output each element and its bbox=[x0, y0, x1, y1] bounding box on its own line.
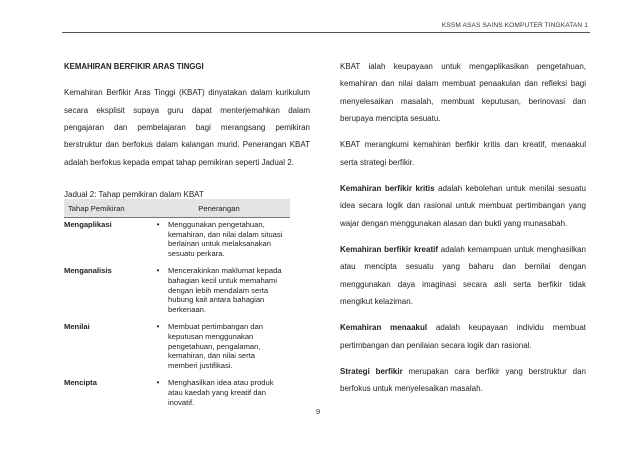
kbat-definition-paragraph: KBAT ialah keupayaan untuk mengaplikasikan pengetahuan, kemahiran dan nilai dalam membuat penaakulan dan refleksi bagi menyelesaikan masalah, membuat keputusan, berinovasi dan berupaya mencipta sesuatu. bbox=[340, 62, 586, 124]
desc-text: Membuat pertimbangan dan keputusan menggunakan pengetahuan, pengalaman, kemahiran, dan nilai serta memberi justifikasi. bbox=[168, 322, 263, 370]
creative-thinking-term: Kemahiran berfikir kreatif bbox=[340, 245, 438, 255]
desc-text: Mencerakinkan maklumat kepada bahagian kecil untuk memahami dengan lebih mendalam serta hubung kait antara bahagian berkenaan. bbox=[168, 266, 282, 314]
desc-text: Menghasilkan idea atau produk atau kaedah yang kreatif dan inovatif. bbox=[168, 378, 274, 407]
critical-thinking-text: adalah kebolehan untuk menilai sesuatu idea secara logik dan rasional untuk membuat pertimbangan yang wajar dengan menggunakan alasan dan bukti yang munasabah. bbox=[340, 184, 586, 228]
page-number: 9 bbox=[316, 407, 321, 416]
header-rule bbox=[62, 32, 590, 33]
level-cell: Menilai bbox=[64, 322, 90, 332]
reasoning-text: adalah keupayaan individu membuat pertimbangan dan penilaian secara logik dan rasional. bbox=[340, 323, 586, 350]
kbat-scope-paragraph: KBAT merangkumi kemahiran berfikir kritis dan kreatif, menaakul serta strategi berfikir. bbox=[340, 140, 586, 167]
header-tahap: Tahap Pemikiran bbox=[64, 199, 148, 218]
bullet-icon: • bbox=[156, 378, 160, 388]
level-cell: Mengaplikasi bbox=[64, 220, 112, 229]
bullet-icon: • bbox=[156, 220, 160, 229]
desc-text: Menggunakan pengetahuan, kemahiran, dan nilai dalam situasi berlainan untuk melaksanakan sesuatu perkara. bbox=[168, 220, 283, 258]
header-penerangan: Penerangan bbox=[148, 199, 290, 218]
table-row bbox=[64, 264, 290, 320]
table-row bbox=[64, 320, 290, 376]
bullet-icon: • bbox=[156, 266, 160, 276]
desc-cell bbox=[148, 320, 290, 376]
table-header-row bbox=[64, 199, 290, 218]
table-caption: Jadual 2: Tahap pemikiran dalam KBAT bbox=[64, 190, 204, 200]
thinking-strategy-paragraph bbox=[340, 363, 586, 398]
kbat-intro-paragraph: Kemahiran Berfikir Aras Tinggi (KBAT) dinyatakan dalam kurikulum secara eksplisit supaya guru dapat menterjemahkan dalam pengajaran dan pembelajaran bagi merangsang pemikiran berstruktur dan berfokus dalam kalangan murid. Penerangan KBAT adalah berfokus kepada empat tahap pemikiran seperti Jadual 2. bbox=[64, 88, 310, 167]
desc-cell bbox=[148, 218, 290, 265]
critical-thinking-paragraph bbox=[340, 180, 586, 232]
level-cell: Menganalisis bbox=[64, 266, 112, 276]
left-column bbox=[64, 58, 310, 203]
thinking-strategy-text: merupakan cara berfikir yang berstruktur dan berfokus untuk menyelesaikan masalah. bbox=[340, 367, 586, 394]
bullet-icon: • bbox=[156, 322, 160, 332]
creative-thinking-paragraph bbox=[340, 241, 586, 311]
kbat-table bbox=[64, 199, 290, 413]
reasoning-paragraph bbox=[340, 319, 586, 354]
level-cell: Mencipta bbox=[64, 378, 97, 388]
creative-thinking-text: adalah kemampuan untuk menghasilkan atau mencipta sesuatu yang baharu dan bernilai dengan menggunakan daya imaginasi secara asli serta berfikir tidak mengikut kelaziman. bbox=[340, 245, 586, 307]
reasoning-term: Kemahiran menaakul bbox=[340, 323, 428, 333]
table-row bbox=[64, 376, 290, 413]
desc-cell bbox=[148, 264, 290, 320]
critical-thinking-term: Kemahiran berfikir kritis bbox=[340, 184, 435, 194]
desc-cell bbox=[148, 376, 290, 413]
running-header: KSSM ASAS SAINS KOMPUTER TINGKATAN 1 bbox=[441, 22, 588, 29]
section-title: KEMAHIRAN BERFIKIR ARAS TINGGI bbox=[64, 62, 204, 71]
thinking-strategy-term: Strategi berfikir bbox=[340, 367, 403, 377]
right-column bbox=[340, 58, 586, 398]
table-row bbox=[64, 218, 290, 265]
